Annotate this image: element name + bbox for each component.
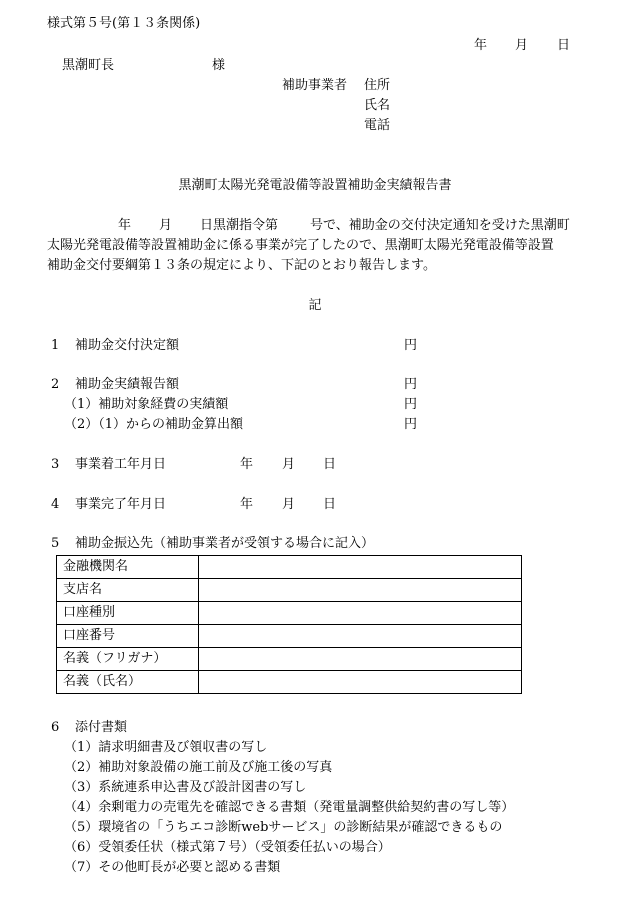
attachment-3: （3）系統連系申込書及び設計図書の写し [64, 780, 307, 795]
item3-day: 日 [323, 457, 337, 472]
bank-name-field[interactable] [199, 556, 522, 579]
item2-number: 2 [51, 377, 60, 392]
item6-number: 6 [51, 720, 60, 735]
table-row [57, 602, 522, 625]
addressee-name: 黒潮町長 [62, 58, 115, 73]
attachment-2: （2）補助対象設備の施工前及び施工後の写真 [64, 760, 333, 775]
branch-name-field[interactable] [199, 579, 522, 602]
account-number-label: 口座番号 [57, 625, 199, 648]
item1-label: 補助金交付決定額 [75, 338, 180, 353]
applicant-address-label: 住所 [364, 78, 391, 93]
document-title: 黒潮町太陽光発電設備等設置補助金実績報告書 [178, 178, 452, 193]
applicant-phone-label: 電話 [364, 118, 391, 133]
attachment-4: （4）余剰電力の売電先を確認できる書類（発電量調整供給契約書の写し等） [64, 800, 515, 815]
item4-number: 4 [51, 497, 60, 512]
ki-mark: 記 [308, 298, 322, 313]
item4-day: 日 [323, 497, 337, 512]
body-line3: 補助金交付要綱第１３条の規定により、下記のとおり報告します。 [47, 258, 436, 273]
item2-sub1-unit: 円 [404, 397, 418, 412]
applicant-title: 補助事業者 [282, 78, 348, 93]
table-row [57, 625, 522, 648]
item1-unit: 円 [404, 338, 418, 353]
account-number-field[interactable] [199, 625, 522, 648]
date-day: 日 [557, 38, 571, 53]
holder-name-field[interactable] [199, 671, 522, 694]
body-line1-b: 号で、補助金の交付決定通知を受けた黒潮町 [310, 218, 570, 233]
item3-number: 3 [51, 457, 60, 472]
addressee-honorific: 様 [212, 58, 226, 73]
bank-name-label: 金融機関名 [57, 556, 199, 579]
account-type-label: 口座種別 [57, 602, 199, 625]
item2-unit: 円 [404, 377, 418, 392]
item5-label: 補助金振込先（補助事業者が受領する場合に記入） [75, 536, 375, 551]
branch-name-label: 支店名 [57, 579, 199, 602]
item2-sub2-label: （2）（1）からの補助金算出額 [64, 417, 244, 432]
item3-label: 事業着工年月日 [75, 457, 167, 472]
bank-account-table [56, 555, 522, 694]
item3-month: 月 [282, 457, 296, 472]
table-row [57, 671, 522, 694]
table-row [57, 648, 522, 671]
body-line1-a: 日黒潮指令第 [200, 218, 279, 233]
attachment-7: （7）その他町長が必要と認める書類 [64, 860, 281, 875]
item6-title: 添付書類 [75, 720, 128, 735]
date-year: 年 [474, 38, 488, 53]
item4-year: 年 [240, 497, 254, 512]
form-number: 様式第５号(第１３条関係) [47, 16, 201, 31]
holder-name-label: 名義（氏名） [57, 671, 199, 694]
attachment-6: （6）受領委任状（様式第７号）（受領委任払いの場合） [64, 840, 391, 855]
item5-number: 5 [51, 536, 60, 551]
item1-number: 1 [51, 338, 60, 353]
account-type-field[interactable] [199, 602, 522, 625]
applicant-name-label: 氏名 [364, 98, 391, 113]
holder-kana-field[interactable] [199, 648, 522, 671]
date-month: 月 [515, 38, 529, 53]
body-line2: 太陽光発電設備等設置補助金に係る事業が完了したので、黒潮町太陽光発電設備等設置 [47, 238, 554, 253]
item4-label: 事業完了年月日 [75, 497, 167, 512]
table-row [57, 579, 522, 602]
body-month: 月 [159, 218, 173, 233]
item2-label: 補助金実績報告額 [75, 377, 180, 392]
holder-kana-label: 名義（フリガナ） [57, 648, 199, 671]
table-row [57, 556, 522, 579]
attachment-5: （5）環境省の「うちエコ診断webサービス」の診断結果が確認できるもの [64, 820, 503, 835]
item4-month: 月 [282, 497, 296, 512]
body-year: 年 [118, 218, 132, 233]
item3-year: 年 [240, 457, 254, 472]
item2-sub1-label: （1）補助対象経費の実績額 [64, 397, 229, 412]
attachment-1: （1）請求明細書及び領収書の写し [64, 740, 268, 755]
item2-sub2-unit: 円 [404, 417, 418, 432]
